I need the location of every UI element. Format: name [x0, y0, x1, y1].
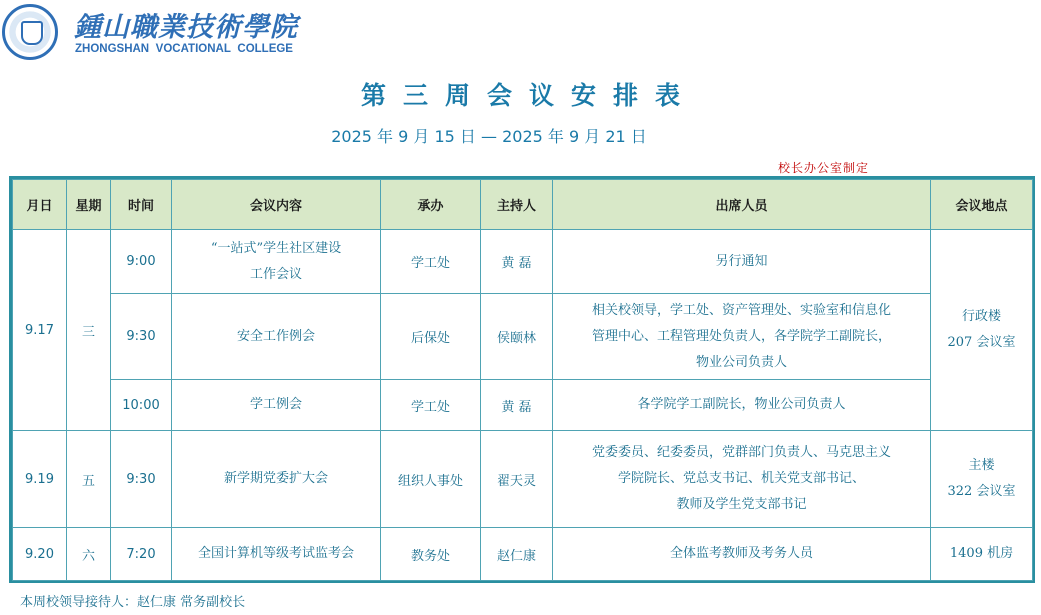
time-cell: 9:00	[111, 230, 172, 294]
time-cell: 7:20	[111, 528, 172, 581]
date-range: 2025 年 9 月 15 日 — 2025 年 9 月 21 日	[331, 127, 647, 146]
organizer-cell: 教务处	[381, 528, 481, 581]
weekday-cell: 六	[67, 528, 111, 581]
attendees-cell: 各学院学工副院长，物业公司负责人	[553, 380, 931, 431]
college-emblem-icon	[2, 4, 58, 60]
college-name-en	[75, 43, 293, 55]
attendees-cell: 党委委员、纪委委员，党群部门负责人、马克思主义 学院院长、党总支书记、机关党支部书记、 教师及学生党支部书记	[553, 431, 931, 528]
college-name-en-word: VOCATIONAL	[155, 43, 231, 55]
college-logo	[0, 0, 300, 64]
table-row	[13, 380, 1033, 431]
host-cell: 赵仁康	[481, 528, 553, 581]
organizer-cell: 学工处	[381, 230, 481, 294]
content-cell: “一站式”学生社区建设 工作会议	[172, 230, 381, 294]
content-cell: 学工例会	[172, 380, 381, 431]
attendees-cell: 另行通知	[553, 230, 931, 294]
location-cell: 主楼 322 会议室	[931, 431, 1033, 528]
content-cell: 全国计算机等级考试监考会	[172, 528, 381, 581]
page-title: 第三周会议安排表	[360, 81, 697, 110]
schedule-table-frame	[9, 176, 1035, 583]
table-header-row	[13, 180, 1033, 230]
date-cell: 9.17	[13, 230, 67, 431]
date-cell: 9.19	[13, 431, 67, 528]
content-cell: 新学期党委扩大会	[172, 431, 381, 528]
column-header-content: 会议内容	[172, 180, 381, 230]
time-cell: 9:30	[111, 431, 172, 528]
table-row	[13, 528, 1033, 581]
date-cell: 9.20	[13, 528, 67, 581]
table-row	[13, 230, 1033, 294]
host-cell: 黄 磊	[481, 380, 553, 431]
organizer-cell: 后保处	[381, 294, 481, 380]
weekday-cell: 三	[67, 230, 111, 431]
column-header-date: 月日	[13, 180, 67, 230]
host-cell: 侯颐林	[481, 294, 553, 380]
column-header-organizer: 承办	[381, 180, 481, 230]
table-row	[13, 294, 1033, 380]
college-name-cn: 鍾山職業技術學院	[74, 12, 298, 43]
host-cell: 翟天灵	[481, 431, 553, 528]
column-header-weekday: 星期	[67, 180, 111, 230]
weekday-cell: 五	[67, 431, 111, 528]
time-cell: 9:30	[111, 294, 172, 380]
location-cell: 1409 机房	[931, 528, 1033, 581]
attendees-cell: 相关校领导，学工处、资产管理处、实验室和信息化 管理中心、工程管理处负责人，各学院学工副院长， 物业公司负责人	[553, 294, 931, 380]
schedule-table	[12, 179, 1033, 581]
organizer-cell: 学工处	[381, 380, 481, 431]
content-cell: 安全工作例会	[172, 294, 381, 380]
column-header-location: 会议地点	[931, 180, 1033, 230]
maker-note: 校长办公室制定	[778, 161, 870, 175]
reception-note: 本周校领导接待人：赵仁康 常务副校长	[20, 595, 246, 610]
table-row	[13, 431, 1033, 528]
time-cell: 10:00	[111, 380, 172, 431]
column-header-host: 主持人	[481, 180, 553, 230]
college-name-en-word: ZHONGSHAN	[75, 43, 150, 55]
location-cell: 行政楼 207 会议室	[931, 230, 1033, 431]
college-name-en-word: COLLEGE	[237, 43, 293, 55]
column-header-time: 时间	[111, 180, 172, 230]
organizer-cell: 组织人事处	[381, 431, 481, 528]
column-header-attendees: 出席人员	[553, 180, 931, 230]
attendees-cell: 全体监考教师及考务人员	[553, 528, 931, 581]
host-cell: 黄 磊	[481, 230, 553, 294]
